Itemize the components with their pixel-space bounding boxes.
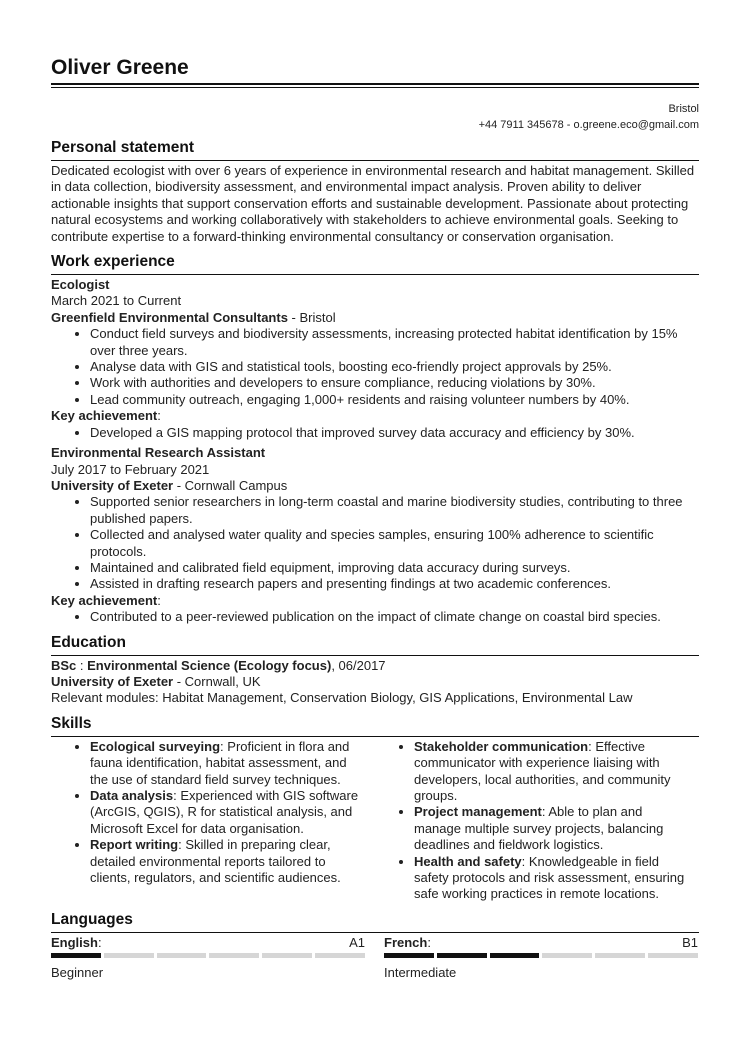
skill-desc: : Proficient in flora and fauna identification, habitat assessment, and the use of standard field survey techniques. xyxy=(90,738,350,787)
section-title: Languages xyxy=(51,910,133,928)
job-employer-line xyxy=(51,310,699,326)
personal-statement-text: Dedicated ecologist with over 6 years of experience in environmental research and habitat management. Skilled in data collection, biodiversity assessment, and environmental impact analysis. Proven ability to deliver actionable insights that support conservation efforts and sustainable development. Passionate about protecting natural ecosystems and working collaboratively with stakeholders to achieve environmental goals. Seeking to contribute expertise to a forward-thinking environmental consultancy or conservation organisation. xyxy=(51,163,695,244)
skill-item xyxy=(90,788,365,837)
degree-line xyxy=(51,658,699,674)
education-section xyxy=(51,633,699,707)
key-achievement-heading xyxy=(51,408,699,424)
skill-desc: : Experienced with GIS software (ArcGIS, QGIS), R for statistical analysis, and Microsoft Excel for data organisation. xyxy=(90,788,359,836)
job-location: - Cornwall Campus xyxy=(173,477,288,493)
contact-phone-email: +44 7911 345678 - o.greene.eco@gmail.com xyxy=(478,119,699,131)
section-divider xyxy=(51,736,699,737)
language-french xyxy=(384,935,698,981)
section-title: Personal statement xyxy=(51,139,194,156)
name-divider xyxy=(51,83,699,85)
skills-column-right xyxy=(375,739,699,903)
candidate-name: Oliver Greene xyxy=(51,56,189,79)
degree-date: , 06/2017 xyxy=(331,657,386,673)
skill-desc: : Knowledgeable in field safety protocols and risk assessment, ensuring safe working practices in remote locations. xyxy=(414,853,685,902)
proficiency-segment xyxy=(209,953,259,958)
job-employer: Greenfield Environmental Consultants xyxy=(51,309,288,325)
skill-desc: : Skilled in preparing clear, detailed environmental reports tailored to clients, regulators, and scientific audiences. xyxy=(90,837,341,886)
skill-name: Data analysis xyxy=(90,788,174,803)
language-code: A1 xyxy=(349,934,365,950)
language-level: Beginner xyxy=(51,964,104,980)
list-item: • Analyse data with GIS and statistical tools, boosting eco-friendly project approvals by 25%. xyxy=(90,359,699,375)
language-head xyxy=(384,935,698,951)
section-divider xyxy=(51,655,699,656)
school-location: - Cornwall, UK xyxy=(173,673,261,689)
skill-name: Stakeholder communication xyxy=(414,738,589,754)
key-achievement-colon: : xyxy=(157,408,161,424)
languages-section xyxy=(51,910,699,981)
skill-name: Health and safety xyxy=(414,853,522,869)
list-item: • Collected and analysed water quality and species samples, ensuring 100% adherence to scientific protocols. xyxy=(90,527,699,560)
degree: BSc xyxy=(51,657,77,673)
key-achievement-heading xyxy=(51,593,699,609)
personal-statement-section xyxy=(51,138,699,245)
proficiency-segment xyxy=(104,953,154,958)
name-divider-thin xyxy=(51,87,699,88)
list-item: • Work with authorities and developers to ensure compliance, reducing violations by 30%. xyxy=(90,375,699,391)
proficiency-segment xyxy=(384,953,434,958)
achievement-list xyxy=(51,609,699,625)
skill-item xyxy=(414,804,689,853)
section-title: Skills xyxy=(51,714,92,732)
skill-name: Ecological surveying xyxy=(90,738,221,754)
job-location: - Bristol xyxy=(287,309,336,325)
list-item: • Supported senior researchers in long-term coastal and marine biodiversity studies, contributing to three published papers. xyxy=(90,494,699,527)
job-dates: March 2021 to Current xyxy=(51,293,182,309)
job-entry xyxy=(51,277,699,441)
achievement-list xyxy=(51,425,699,441)
language-label xyxy=(51,935,102,951)
section-title: Work experience xyxy=(51,253,175,271)
degree-field: Environmental Science (Ecology focus) xyxy=(87,657,332,673)
proficiency-segment xyxy=(648,953,698,958)
language-name: English xyxy=(51,934,98,950)
skills-list xyxy=(375,739,699,903)
skill-item xyxy=(90,739,365,788)
list-item: • Conduct field surveys and biodiversity assessments, increasing protected habitat identification by 15% over three years. xyxy=(90,326,699,359)
skill-item xyxy=(414,739,689,805)
skills-columns xyxy=(51,739,699,903)
skills-list xyxy=(51,739,375,887)
key-achievement-colon: : xyxy=(157,592,161,608)
language-name: French xyxy=(384,934,428,950)
skill-item xyxy=(90,837,365,886)
language-code: B1 xyxy=(682,934,698,950)
proficiency-segment xyxy=(490,953,540,958)
section-divider xyxy=(51,932,699,933)
job-role: Environmental Research Assistant xyxy=(51,445,266,461)
language-colon: : xyxy=(427,934,431,950)
skill-name: Report writing xyxy=(90,837,179,853)
list-item: • Developed a GIS mapping protocol that improved survey data accuracy and efficiency by 30%. xyxy=(90,425,699,441)
work-experience-section xyxy=(51,252,699,626)
list-item: • Assisted in drafting research papers and presenting findings at two academic conferences. xyxy=(90,576,699,592)
proficiency-bar xyxy=(51,953,365,958)
proficiency-segment xyxy=(51,953,101,958)
proficiency-segment xyxy=(157,953,207,958)
key-achievement-label: Key achievement xyxy=(51,592,158,608)
section-divider xyxy=(51,160,699,161)
proficiency-segment xyxy=(262,953,312,958)
list-item: • Maintained and calibrated field equipment, improving data accuracy during surveys. xyxy=(90,560,699,576)
skill-desc: : Effective communicator with experience liaising with developers, local authorities, and community groups. xyxy=(414,738,671,803)
skills-column-left xyxy=(51,739,375,903)
proficiency-segment xyxy=(595,953,645,958)
skill-desc: : Able to plan and manage multiple survey projects, balancing deadlines and fieldwork logistics. xyxy=(414,804,664,853)
skill-name: Project management xyxy=(414,804,542,820)
language-english xyxy=(51,935,365,981)
key-achievement-label: Key achievement xyxy=(51,408,158,424)
proficiency-segment xyxy=(315,953,365,958)
job-employer: University of Exeter xyxy=(51,477,174,493)
contact-location: Bristol xyxy=(668,103,699,115)
language-label xyxy=(384,935,431,951)
contact-block xyxy=(479,101,699,133)
proficiency-segment xyxy=(542,953,592,958)
school-line xyxy=(51,674,699,690)
proficiency-bar xyxy=(384,953,698,958)
job-bullets xyxy=(51,326,699,408)
job-dates: July 2017 to February 2021 xyxy=(51,461,210,477)
degree-separator: : xyxy=(76,657,88,673)
language-colon: : xyxy=(97,934,102,950)
language-head xyxy=(51,935,365,951)
resume-body xyxy=(51,138,699,988)
job-entry xyxy=(51,445,699,625)
school-name: University of Exeter xyxy=(51,673,174,689)
skills-section xyxy=(51,714,699,903)
proficiency-segment xyxy=(437,953,487,958)
job-role: Ecologist xyxy=(51,277,110,293)
job-bullets xyxy=(51,494,699,592)
language-level: Intermediate xyxy=(384,964,457,980)
section-divider xyxy=(51,274,699,275)
job-employer-line xyxy=(51,478,699,494)
section-title: Education xyxy=(51,633,126,651)
list-item: • Lead community outreach, engaging 1,000+ residents and raising volunteer numbers by 40%. xyxy=(90,392,699,408)
skill-item xyxy=(414,854,689,903)
relevant-modules: Relevant modules: Habitat Management, Conservation Biology, GIS Applications, Environmental Law xyxy=(51,690,633,706)
list-item: • Contributed to a peer-reviewed publication on the impact of climate change on coastal bird species. xyxy=(90,609,699,625)
languages-row xyxy=(51,935,699,981)
